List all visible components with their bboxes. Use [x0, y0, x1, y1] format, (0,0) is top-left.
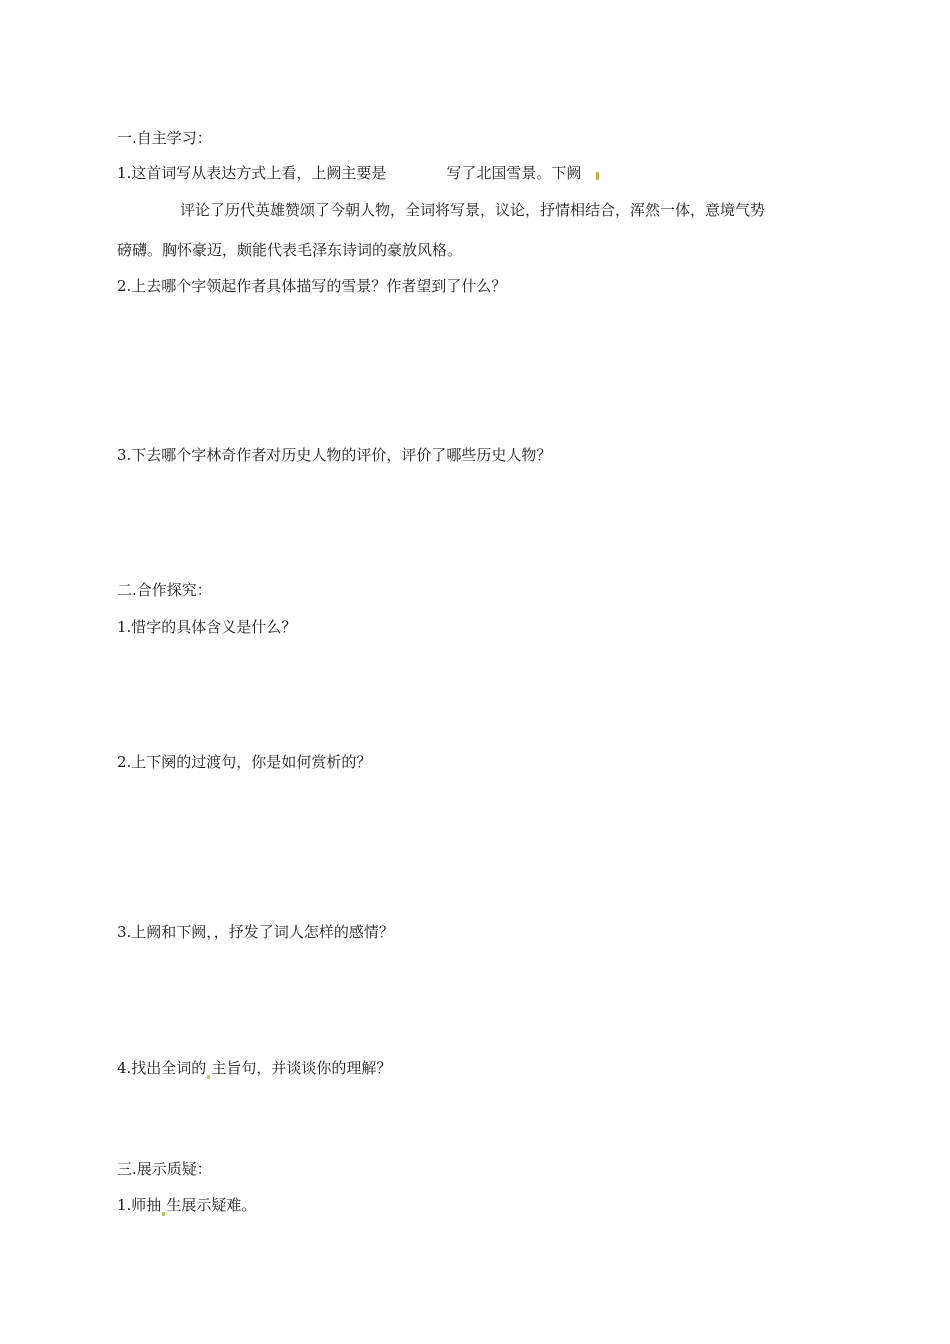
section3-heading: 三.展示质疑： [117, 1160, 212, 1178]
q4-text-a: 4.找出全词的 [117, 1059, 207, 1077]
q1-text-b: 写了北国雪景。下阙 [446, 164, 582, 182]
s3-text-b: 生展示疑难。 [166, 1196, 257, 1214]
q4-text-b: 主旨句，并谈谈你的理解？ [211, 1059, 392, 1077]
section2-heading: 二.合作探究： [117, 581, 212, 599]
section1-heading: 一.自主学习： [117, 129, 212, 147]
section1-q1-line1 [117, 163, 599, 183]
section2-q2: 2.上下阕的过渡句，你是如何赏析的？ [117, 753, 372, 771]
section2-q4 [117, 1058, 391, 1079]
section1-q2: 2.上去哪个字领起作者具体描写的雪景？作者望到了什么？ [117, 277, 507, 295]
s3-text-a: 1.师抽 [117, 1196, 162, 1214]
speck-mark [596, 172, 599, 180]
section2-q3: 3.上阙和下阙，，抒发了词人怎样的感情？ [117, 923, 394, 941]
speck-mark [207, 1075, 210, 1079]
speck-mark [162, 1212, 165, 1216]
section1-q1-line2: 评论了历代英雄赞颂了今朝人物，全词将写景，议论，抒情相结合，浑然一体，意境气势 [180, 201, 766, 219]
section3-q1 [117, 1195, 256, 1216]
section2-q1: 1.惜字的具体含义是什么？ [117, 618, 297, 636]
q1-text-a: 1.这首词写从表达方式上看，上阙主要是 [117, 164, 387, 182]
section1-q3: 3.下去哪个字林奇作者对历史人物的评价，评价了哪些历史人物？ [117, 446, 552, 464]
section1-q1-line3: 磅礴。胸怀豪迈，颇能代表毛泽东诗词的豪放风格。 [117, 241, 463, 259]
